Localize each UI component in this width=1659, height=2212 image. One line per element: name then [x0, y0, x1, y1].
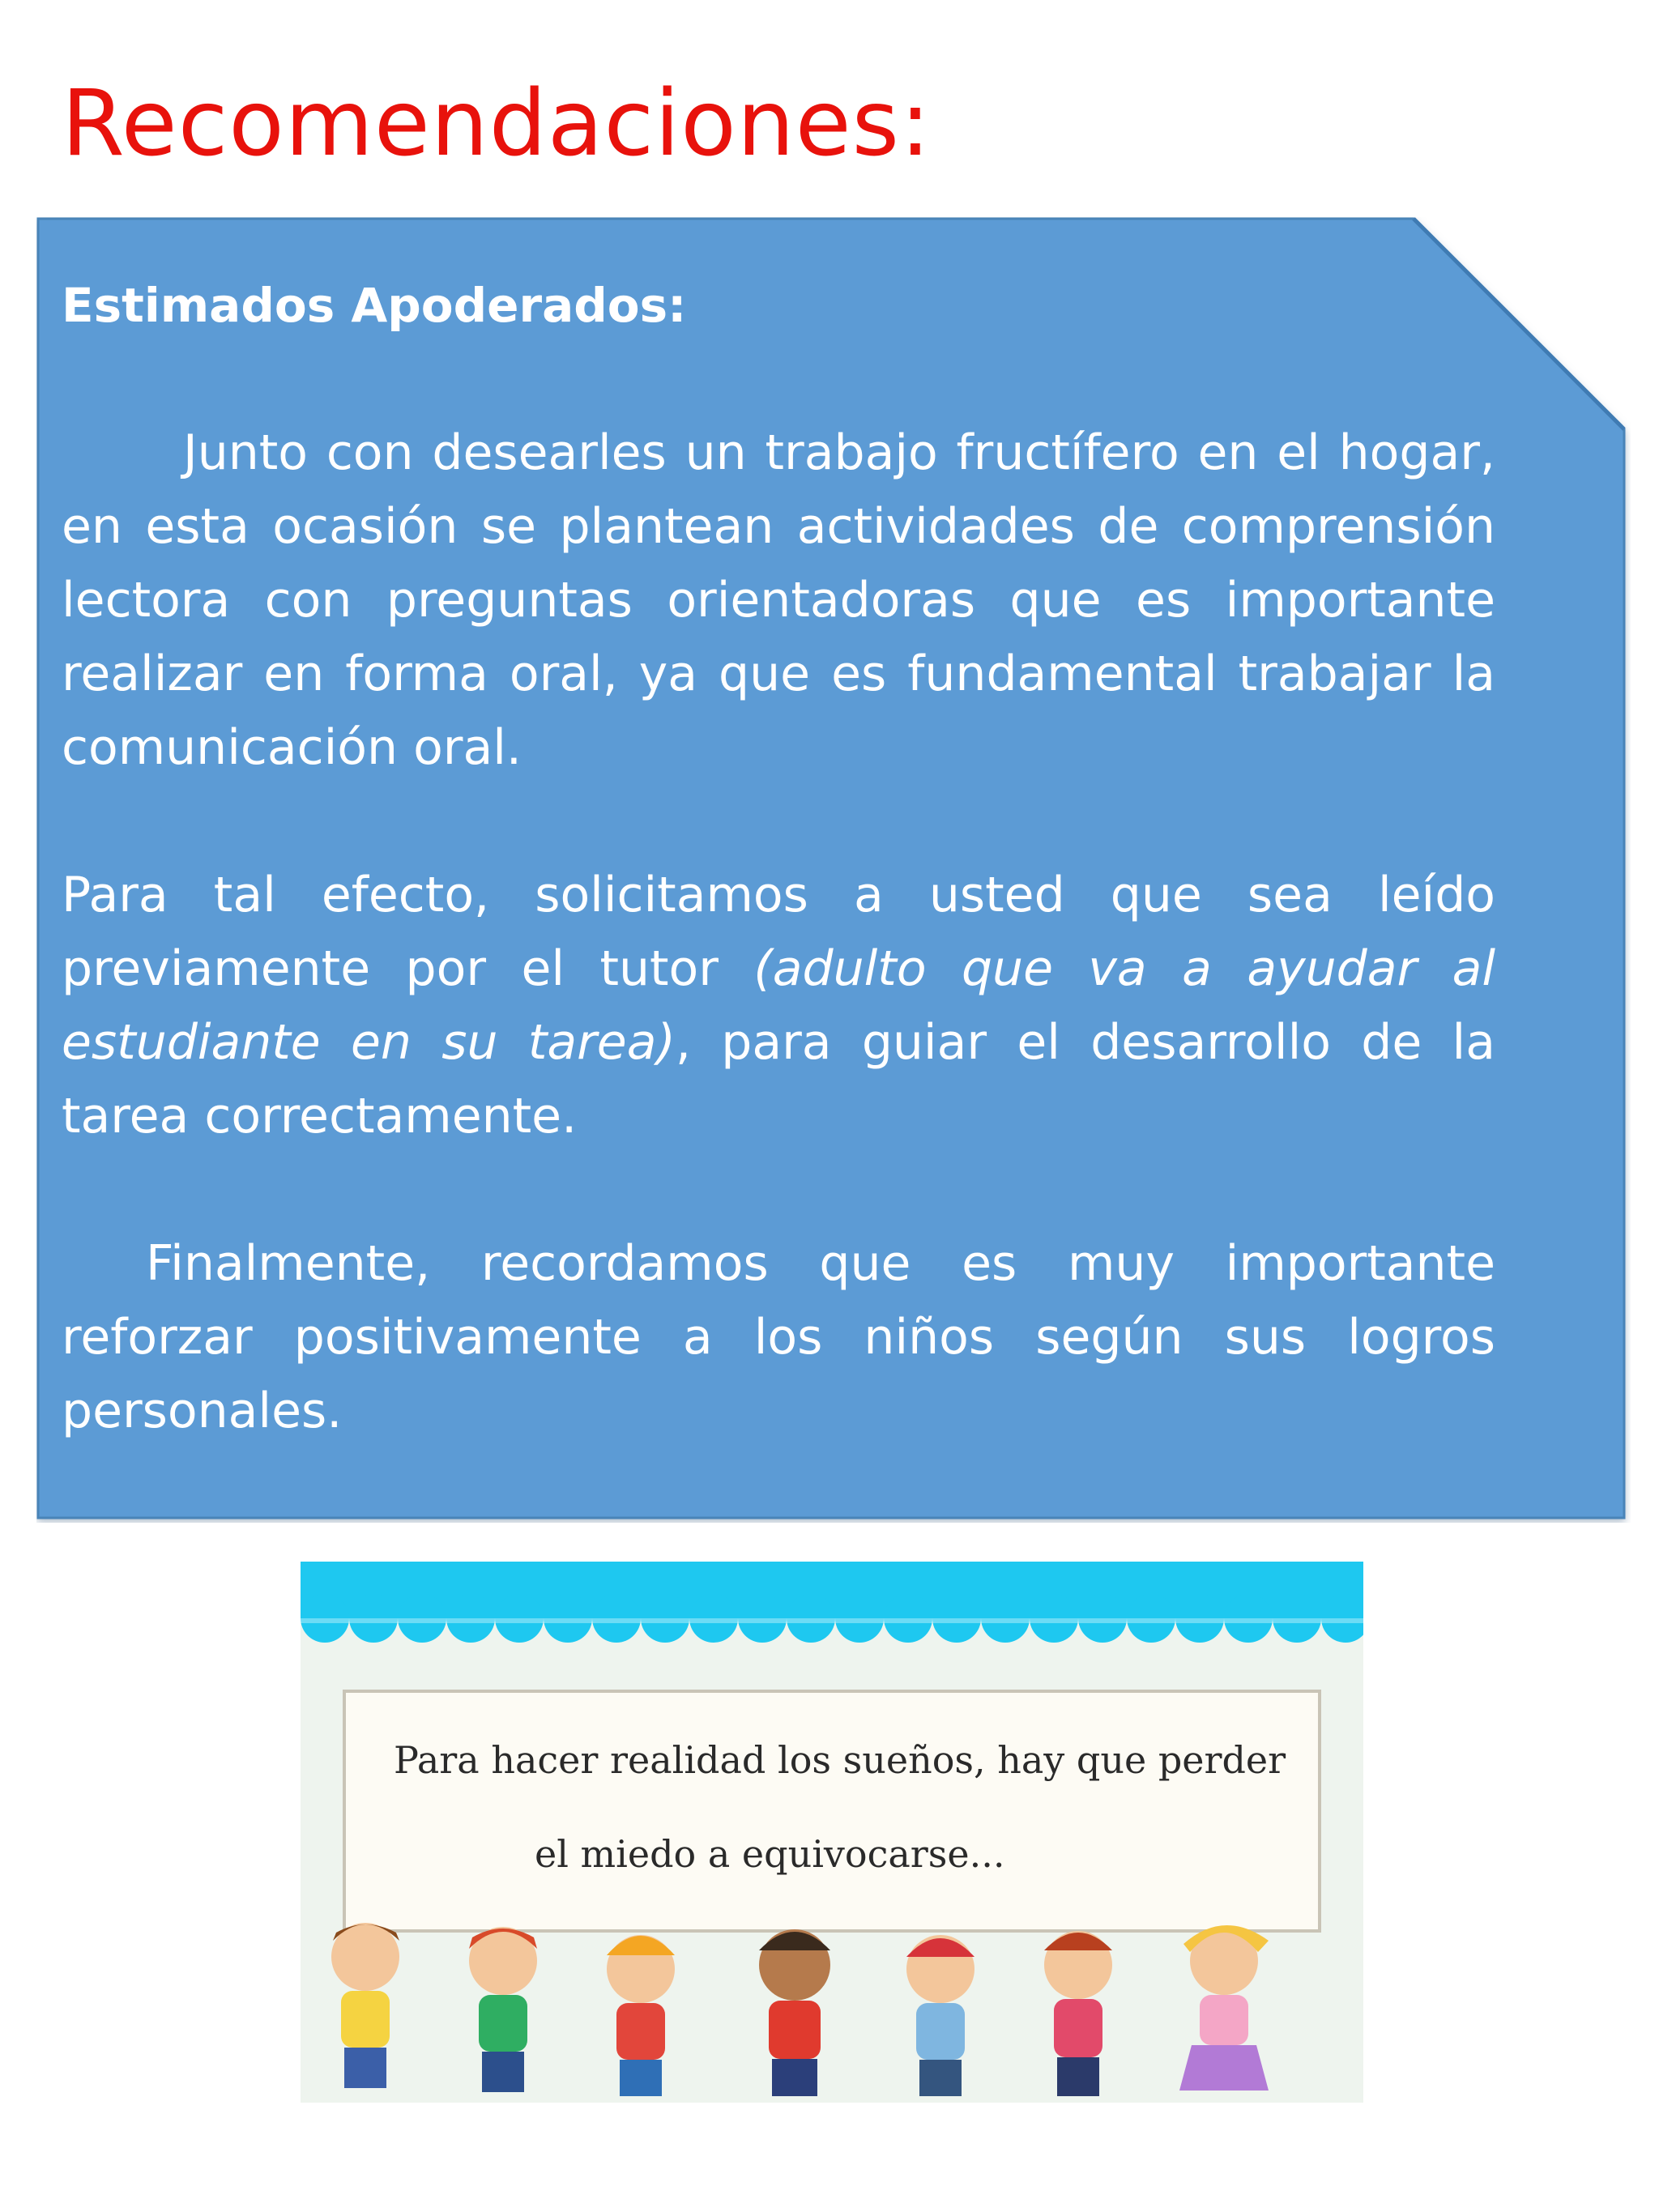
child-figure-7	[1179, 1925, 1269, 2091]
page-title: Recomendaciones:	[62, 71, 932, 177]
paragraph-tutor: Para tal efecto, solicitamos a usted que sea leído previamente por el tutor (adulto que va a ayudar al estudiante en su tarea), para guiar el desarrollo de la tarea correctamente.	[62, 867, 1496, 1144]
child-figure-3	[607, 1935, 675, 2096]
child-figure-1	[331, 1923, 399, 2088]
children-illustration	[301, 1892, 1363, 2103]
child-figure-4	[759, 1929, 830, 2096]
child-figure-2	[469, 1927, 537, 2092]
child-figure-5	[906, 1935, 975, 2096]
child-figure-6	[1044, 1931, 1112, 2096]
notice-text	[62, 269, 1495, 1522]
quote-line-2: el miedo a equivocarse...	[535, 1832, 1005, 1876]
quote-line-1: Para hacer realidad los sueños, hay que perder	[394, 1738, 1286, 1782]
tutor-note: (adulto que va a ayudar al estudiante en su tarea)	[62, 940, 1496, 1071]
greeting: Estimados Apoderados:	[62, 278, 687, 333]
paragraph-intro: Junto con desearles un trabajo fructífero en el hogar, en esta ocasión se plantean actividades de comprensión lectora con preguntas orientadoras que es importante realizar en forma oral, ya que es fundamental trabajar la comunicación oral.	[62, 424, 1495, 776]
paragraph-closing: Finalmente, recordamos que es muy importante reforzar positivamente a los niños según sus logros personales.	[62, 1235, 1495, 1439]
awning-decoration	[301, 1562, 1363, 1652]
